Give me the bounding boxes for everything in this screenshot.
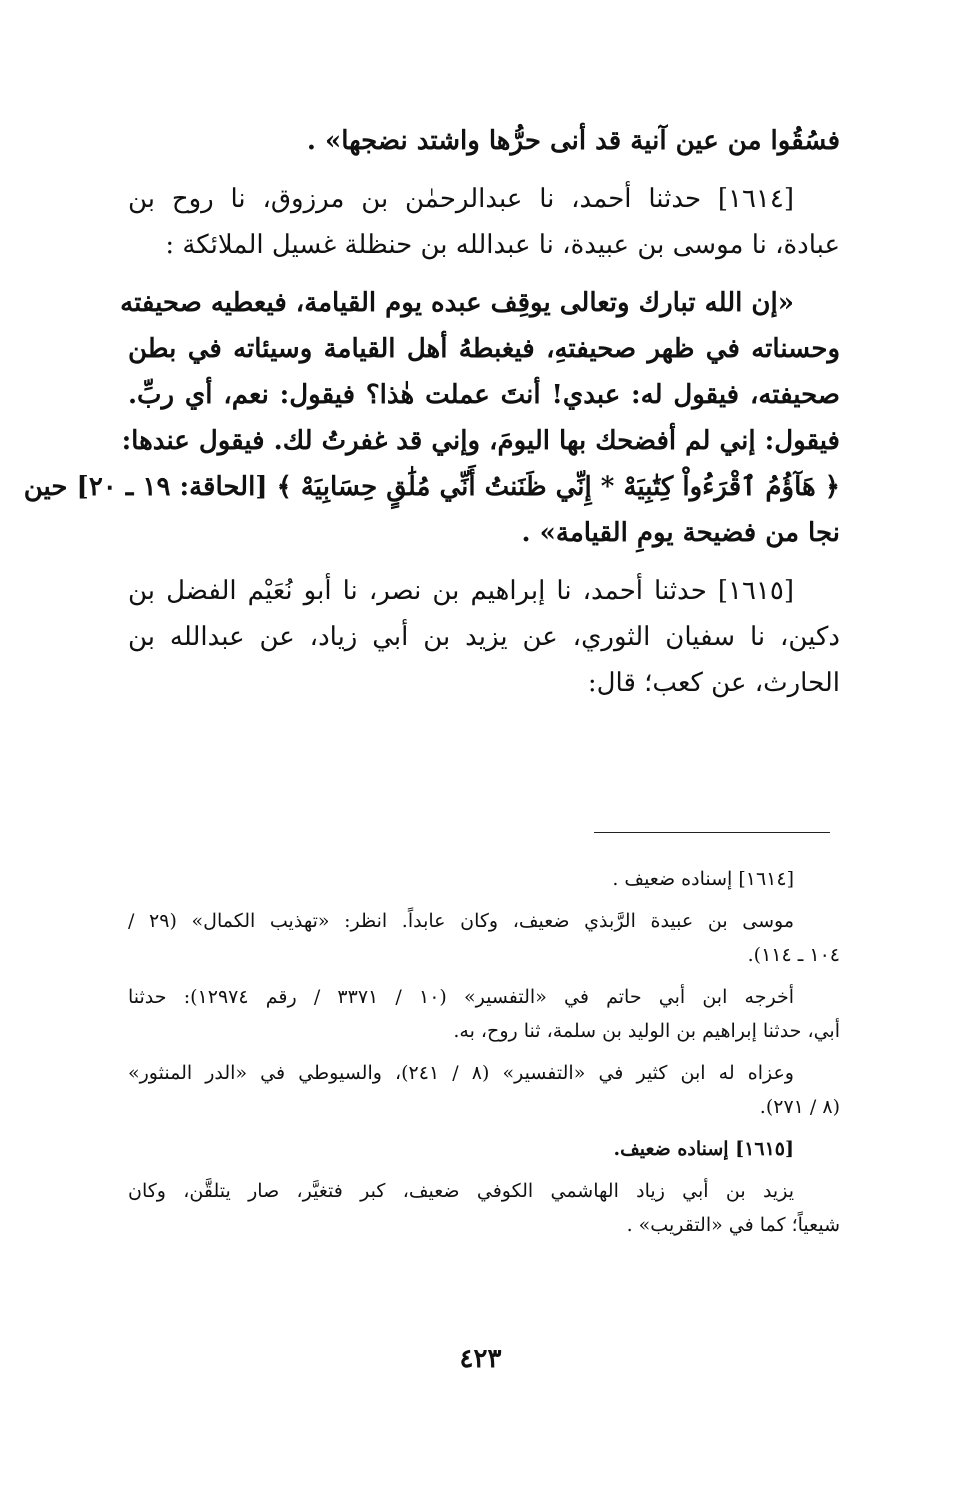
footnote-line: أخرجه ابن أبي حاتم في «التفسير» (١٠ / ٣٣٧١ / رقم ١٢٩٧٤): حدثنا [128, 986, 794, 1008]
text-line: [١٦١٥] حدثنا أحمد، نا إبراهيم بن نصر، نا أبو نُعَيْم الفضل بن [128, 576, 794, 606]
text-line: دكين، نا سفيان الثوري، عن يزيد بن أبي زياد، عن عبدالله بن [128, 622, 840, 652]
main-text [23, 118, 840, 706]
text-line: فسُقُوا من عين آنية قد أنى حرُّها واشتد نضجها» . [306, 126, 840, 156]
footnote-line: يزيد بن أبي زياد الهاشمي الكوفي ضعيف، كبر فتغيَّر، صار يتلقَّن، وكان [128, 1180, 794, 1202]
footnote-separator [594, 832, 830, 833]
footnote-line: وعزاه له ابن كثير في «التفسير» (٨ / ٢٤١)، والسيوطي في «الدر المنثور» [128, 1062, 794, 1084]
footnote-line: أبي، حدثنا إبراهيم بن الوليد بن سلمة، ثنا روح، به. [453, 1020, 840, 1042]
footnote-line: [١٦١٥] إسناده ضعيف. [613, 1138, 794, 1160]
text-line: الحارث، عن كعب؛ قال: [587, 668, 840, 698]
text-line: وحسناته في ظهر صحيفتهِ، فيغبطهُ أهل القيامة وسيئاته في بطن [128, 334, 840, 364]
footnotes [128, 862, 840, 1242]
text-line: فيقول: إني لم أفضحك بها اليومَ، وإني قد غفرتُ لك. فيقول عندها: [121, 426, 840, 456]
footnote-line: شيعياً؛ كما في «التقريب» . [626, 1214, 840, 1236]
text-line: نجا من فضيحة يومِ القيامة» . [521, 518, 840, 548]
text-line: ﴿ هَآؤُمُ ٱقْرَءُواْ كِتَٰبِيَهْ * إِنِّي ظَنَنتُ أَنِّي مُلَٰقٍ حِسَابِيَهْ ﴾ [الحاقة: ١٩ ـ ٢٠] حين [23, 472, 840, 502]
footnote-line: [١٦١٤] إسناده ضعيف . [612, 868, 794, 890]
text-line: «إن الله تبارك وتعالى يوقِف عبده يوم القيامة، فيعطيه صحيفته [120, 288, 794, 318]
text-line: [١٦١٤] حدثنا أحمد، نا عبدالرحمٰن بن مرزوق، نا روح بن [128, 184, 794, 214]
footnote-line: ١٠٤ ـ ١١٤). [747, 944, 840, 966]
footnote-line: موسى بن عبيدة الرَّبذي ضعيف، وكان عابداً. انظر: «تهذيب الكمال» (٢٩ / [128, 910, 794, 932]
text-line: صحيفته، فيقول له: عبدي! أنتَ عملت هٰذا؟ فيقول: نعم، أي ربِّ. [128, 380, 840, 410]
footnote-line: (٨ / ٢٧١). [759, 1096, 840, 1118]
text-line: عبادة، نا موسى بن عبيدة، نا عبدالله بن حنظلة غسيل الملائكة : [165, 230, 840, 260]
page-number: ٤٢٣ [459, 1344, 502, 1374]
